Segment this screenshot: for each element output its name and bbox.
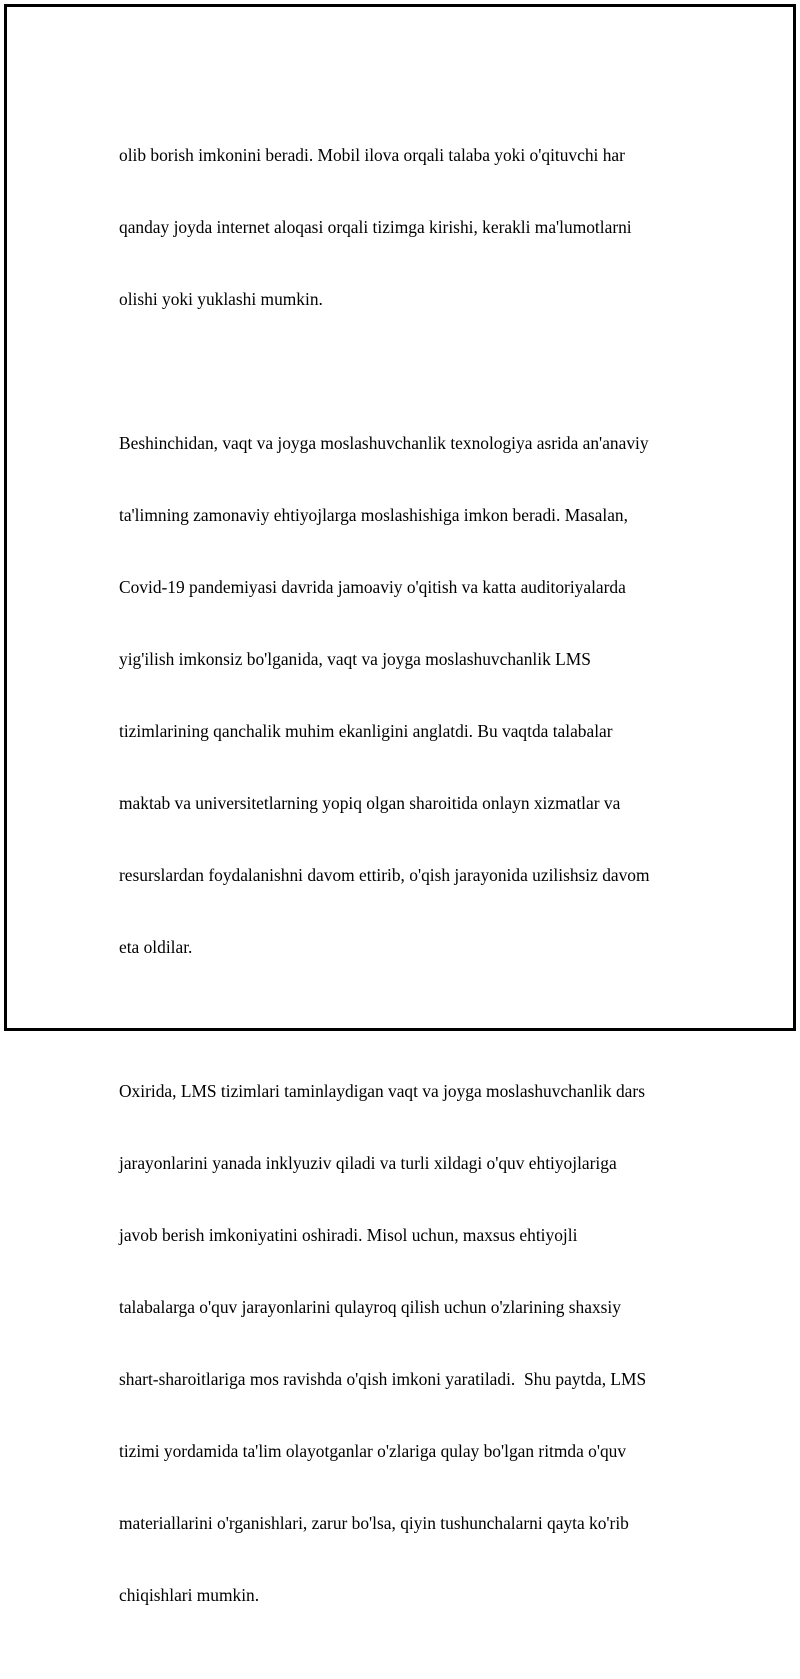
text-line: maktab va universitetlarning yopiq olgan sharoitida onlayn xizmatlar va — [119, 793, 621, 813]
text-line: tizimlarining qanchalik muhim ekanligini anglatdi. Bu vaqtda talabalar — [119, 721, 613, 741]
text-line: olishi yoki yuklashi mumkin. — [119, 289, 323, 309]
text-line: Covid-19 pandemiyasi davrida jamoaviy o'qitish va katta auditoriyalarda — [119, 577, 626, 597]
text-line: javob berish imkoniyatini oshiradi. Misol uchun, maxsus ehtiyojli — [119, 1225, 578, 1245]
text-line: talabalarga o'quv jarayonlarini qulayroq qilish uchun o'zlarining shaxsiy — [119, 1297, 621, 1317]
text-line: Oxirida, LMS tizimlari taminlaydigan vaqt va joyga moslashuvchanlik dars — [119, 1081, 645, 1101]
text-line: jarayonlarini yanada inklyuziv qiladi va turli xildagi o'quv ehtiyojlariga — [119, 1153, 617, 1173]
text-line: tizimi yordamida ta'lim olayotganlar o'zlariga qulay bo'lgan ritmda o'quv — [119, 1441, 627, 1461]
paragraph-3 — [119, 1031, 689, 1655]
text-line: yig'ilish imkonsiz bo'lganida, vaqt va joyga moslashuvchanlik LMS — [119, 649, 591, 669]
text-line: Beshinchidan, vaqt va joyga moslashuvchanlik texnologiya asrida an'anaviy — [119, 433, 649, 453]
document-body — [119, 95, 689, 1679]
document-page — [4, 4, 796, 1605]
text-line: olib borish imkonini beradi. Mobil ilova orqali talaba yoki o'qituvchi har — [119, 145, 625, 165]
text-line: resurslardan foydalanishni davom ettirib, o'qish jarayonida uzilishsiz davom — [119, 865, 650, 885]
paragraph-1 — [119, 95, 689, 359]
text-line: shart-sharoitlariga mos ravishda o'qish imkoni yaratiladi. Shu paytda, LMS — [119, 1369, 647, 1389]
text-line: eta oldilar. — [119, 937, 193, 957]
text-line: qanday joyda internet aloqasi orqali tizimga kirishi, kerakli ma'lumotlarni — [119, 217, 632, 237]
text-line: ta'limning zamonaviy ehtiyojlarga moslashishiga imkon beradi. Masalan, — [119, 505, 628, 525]
text-line: materiallarini o'rganishlari, zarur bo'lsa, qiyin tushunchalarni qayta ko'rib — [119, 1513, 629, 1533]
paragraph-2 — [119, 383, 689, 1007]
text-line: chiqishlari mumkin. — [119, 1585, 260, 1605]
